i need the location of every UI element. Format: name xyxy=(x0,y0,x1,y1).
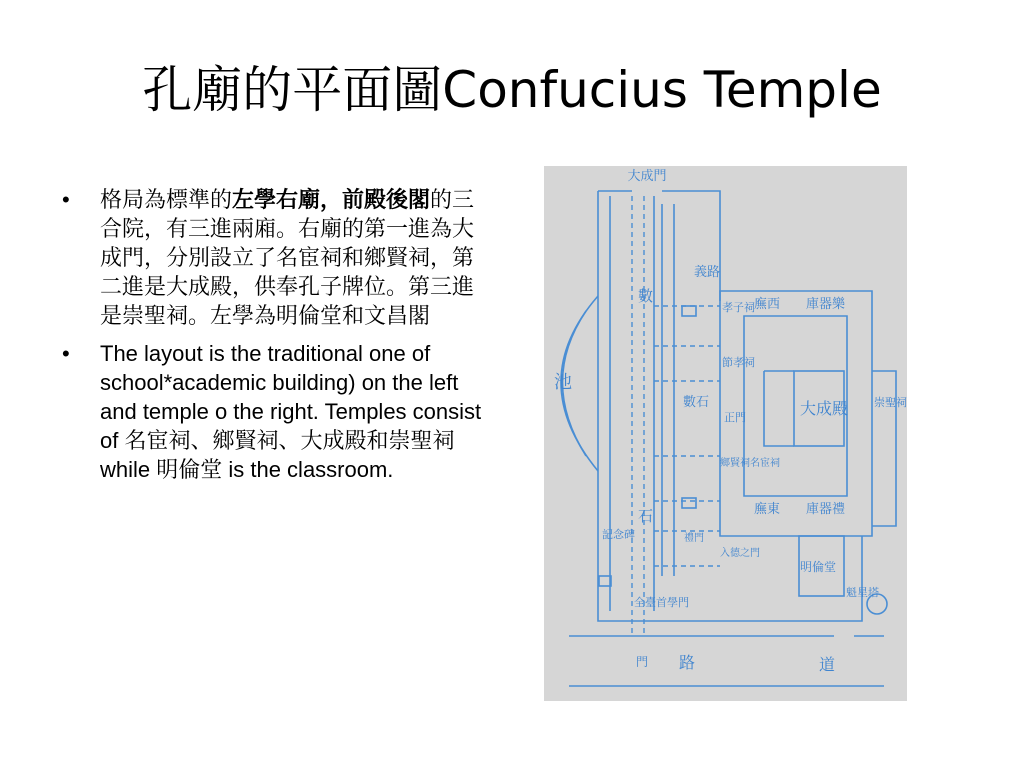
road-lines xyxy=(569,636,884,686)
floor-plan-drawing xyxy=(544,166,907,701)
label-text: 大成門 xyxy=(627,169,667,184)
label-east-storage: 庫器禮 xyxy=(806,502,846,517)
label-chongsheng: 崇聖祠 xyxy=(874,396,907,409)
slide-title: 孔廟的平面圖Confucius Temple xyxy=(142,61,882,119)
label-pond: 池 xyxy=(554,372,572,393)
bullet-list xyxy=(62,185,494,493)
label-zheng-men: 正門 xyxy=(724,411,746,424)
label-xiangxian-ci: 鄉賢祠名宦祠 xyxy=(720,458,780,469)
bullet-text: 的三合院，有三進兩廂。右廟的第一進為大成門，分別設立了名宦祠和鄉賢祠，第二進是大成殿，供奉孔子牌位。第三進是崇聖祠。左學為明倫堂和文昌閣 xyxy=(100,187,475,328)
gate-square xyxy=(682,498,696,508)
label-dao: 道 xyxy=(819,655,836,674)
label-dacheng-gate xyxy=(627,168,666,184)
label-tower: 魁星塔 xyxy=(846,586,879,599)
label-shu: 數 xyxy=(638,287,654,305)
label-dacheng-hall: 大成殿 xyxy=(800,399,849,418)
central-axis xyxy=(632,196,644,636)
label-west-storage: 庫器樂 xyxy=(806,297,846,312)
label-west-wing: 廡西 xyxy=(754,297,781,312)
label-jie-ci: 節孝祠 xyxy=(722,356,755,369)
bullet-text: 格局為標準的 xyxy=(100,187,233,212)
inner-lane xyxy=(662,204,674,576)
bullet-item-chinese xyxy=(62,185,494,330)
label-lixian-men: 禮門 xyxy=(684,533,704,544)
label-east-wing: 廡東 xyxy=(754,502,781,517)
label-quantai-gate: 全臺首學門 xyxy=(634,596,689,609)
label-xiao-ci: 孝子祠 xyxy=(722,301,755,314)
gate-square xyxy=(682,306,696,316)
label-minglun: 明倫堂 xyxy=(800,560,837,574)
label-road: 路 xyxy=(679,653,696,672)
hall-platform xyxy=(764,371,794,446)
chongsheng-block xyxy=(872,371,896,526)
label-shi: 石 xyxy=(638,507,654,525)
bullet-text-bold: 左學右廟，前殿後閣 xyxy=(232,187,431,212)
label-stele: 記念碑 xyxy=(602,528,635,541)
label-shu-shi: 數石 xyxy=(683,395,710,410)
temple-floor-plan xyxy=(544,166,907,701)
outer-wall-top xyxy=(662,191,720,301)
bullet-item-english xyxy=(62,339,494,484)
label-men: 門 xyxy=(636,655,649,669)
label-ruxian-men: 入德之門 xyxy=(720,548,760,559)
bullet-text: The layout is the traditional one of school*academic building) on the left and temple o the right. Temples consist of 名宦祠、鄉賢祠、大成殿和崇聖祠 while 明倫堂 is the classroom. xyxy=(100,341,482,482)
cross-paths xyxy=(654,306,720,566)
label-yilu: 義路 xyxy=(694,265,721,280)
